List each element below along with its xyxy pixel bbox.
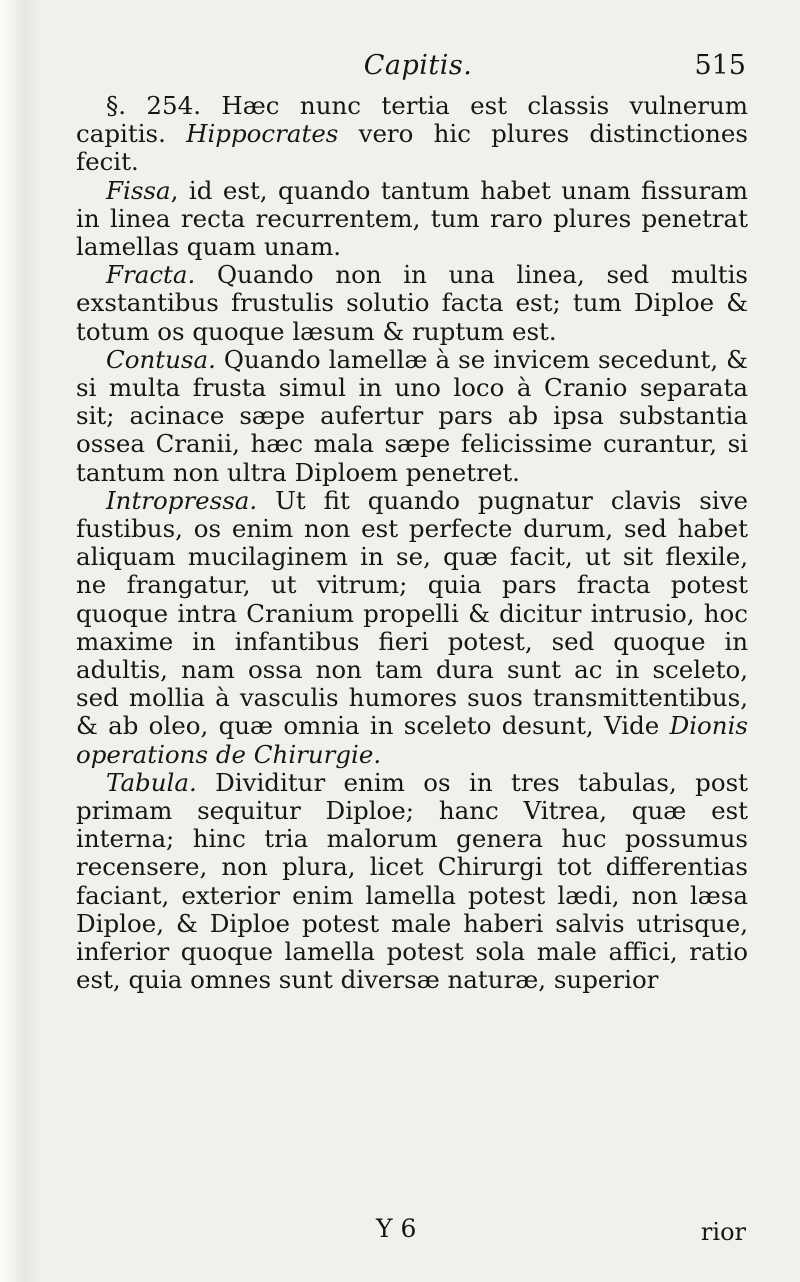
signature-mark: Y 6	[376, 1214, 417, 1243]
page-gutter-shadow	[0, 0, 42, 1282]
paragraph-text: Quando non in una linea, sed multis exstantibus frustulis solutio facta est; tum Diploe & totum os quoque læsum & ruptum est.	[76, 260, 748, 346]
paragraph-text: Quando lamellæ à se invicem secedunt, & si multa frusta simul in uno loco à Cranio separata sit; acinace sæpe aufertur pars ab ipsa substantia ossea Cranii, hæc mala sæpe felicissime curantur, si tantum non ultra Diploem penetret.	[76, 344, 748, 487]
paragraph-contusa	[76, 346, 748, 487]
term-tabula: Tabula.	[106, 767, 197, 797]
paragraph-tabula	[76, 769, 748, 995]
catchword: rior	[700, 1218, 746, 1246]
term-fracta: Fracta.	[106, 260, 196, 290]
page-body	[76, 92, 748, 995]
author-name: Hippocrates	[186, 119, 339, 149]
paragraph-fissa	[76, 177, 748, 262]
running-title: Capitis.	[363, 50, 473, 81]
term-contusa: Contusa.	[106, 344, 216, 374]
paragraph-text-tail: vero hic plures distinctiones fecit.	[76, 119, 748, 177]
paragraph-text: Dividitur enim os in tres tabulas, post primam sequitur Diploe; hanc Vitrea, quæ est interna; hinc tria malorum genera huc possumus recensere, non plura, licet Chirurgi tot differentias faciant, exterior enim lamella potest lædi, non læsa Diploe, & Diploe potest male haberi salvis utrisque, inferior quoque lamella potest sola male affici, ratio est, quia omnes sunt diversæ naturæ, superior	[76, 767, 748, 995]
cited-work: Dionis operations de Chirurgie.	[76, 711, 748, 769]
paragraph-text: Ut fit quando pugnatur clavis sive fustibus, os enim non est perfecte durum, sed habet aliquam mucilaginem in se, quæ facit, ut sit flexile, ne frangatur, ut vitrum; quia pars fracta potest quoque intra Cranium propelli & dicitur intrusio, hoc maxime in infantibus fieri potest, sed quoque in adultis, nam ossa non tam dura sunt ac in sceleto, sed mollia à vasculis humores suos transmittentibus, & ab oleo, quæ omnia in sceleto desunt, Vide	[76, 485, 748, 741]
running-head	[76, 50, 760, 90]
paragraph-text: , id est, quando tantum habet unam fissuram in linea recta recurrentem, tum raro plures penetrat lamellas quam unam.	[76, 175, 748, 262]
paragraph-text: Hæc nunc tertia est classis vulnerum capitis.	[76, 91, 748, 149]
section-number: §. 254.	[106, 91, 201, 120]
term-intropressa: Intropressa.	[106, 485, 258, 515]
paragraph-section-254	[76, 92, 748, 177]
term-fissa: Fissa	[106, 175, 171, 205]
page-number: 515	[694, 50, 746, 81]
paragraph-fracta	[76, 261, 748, 346]
paragraph-intropressa	[76, 487, 748, 769]
